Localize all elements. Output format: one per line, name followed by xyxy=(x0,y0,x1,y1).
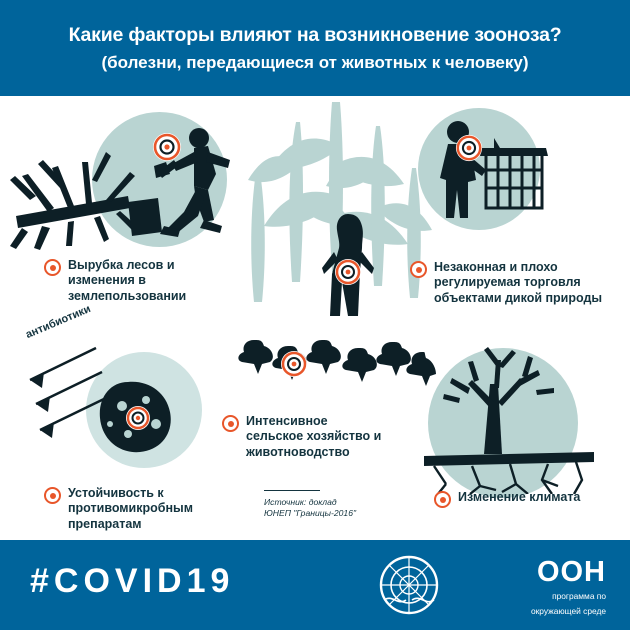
item-label-agriculture: Интенсивное сельское хозяйство и животноводство xyxy=(246,414,382,459)
source-line-1: Источник: доклад xyxy=(264,497,337,507)
item-label-deforestation: Вырубка лесов и изменения в землепользовании xyxy=(68,258,187,303)
item-agriculture[interactable] xyxy=(222,414,382,460)
source-divider xyxy=(264,490,320,491)
item-label-wildlife-trade: Незаконная и плохо регулируемая торговля объектами дикой природы xyxy=(434,260,603,305)
page-subtitle: (болезни, передающиеся от животных к человеку) xyxy=(101,52,529,72)
climate-illustration xyxy=(424,344,594,494)
footer xyxy=(0,540,630,630)
bullet-icon xyxy=(44,259,61,276)
source-note xyxy=(264,497,394,518)
page-title: Какие факторы влияют на возникновение зооноза? xyxy=(68,23,562,46)
bullet-icon xyxy=(44,487,61,504)
item-label-climate: Изменение климата xyxy=(458,490,581,504)
item-climate[interactable] xyxy=(434,490,584,508)
wildlife-trade-illustration xyxy=(424,118,554,230)
item-wildlife-trade[interactable] xyxy=(410,260,610,306)
bullet-icon xyxy=(434,491,451,508)
antibiotics-label: антибиотики xyxy=(24,302,93,342)
target-marker-deforestation xyxy=(152,132,182,162)
un-program-line-2: окружающей среде xyxy=(530,605,606,616)
illustration-stage xyxy=(0,96,630,540)
header xyxy=(0,0,630,96)
item-deforestation[interactable] xyxy=(44,258,234,304)
antimicrobial-illustration xyxy=(10,326,210,486)
bullet-icon xyxy=(222,415,239,432)
bullet-icon xyxy=(410,261,427,278)
item-label-antimicrobial: Устойчивость к противомикробным препаратам xyxy=(68,486,193,531)
deforestation-illustration xyxy=(8,116,238,266)
un-wordmark xyxy=(531,558,606,616)
target-marker-wildlife xyxy=(455,134,483,162)
un-org-name: ООН xyxy=(536,556,606,588)
hashtag-covid19: #COVID19 xyxy=(30,562,235,600)
item-antimicrobial[interactable] xyxy=(44,486,209,532)
source-line-2: ЮНЕП "Границы-2016" xyxy=(264,507,357,518)
un-program-line-1: программа по xyxy=(552,591,606,601)
agriculture-illustration xyxy=(236,102,436,402)
un-emblem-icon xyxy=(378,554,440,616)
